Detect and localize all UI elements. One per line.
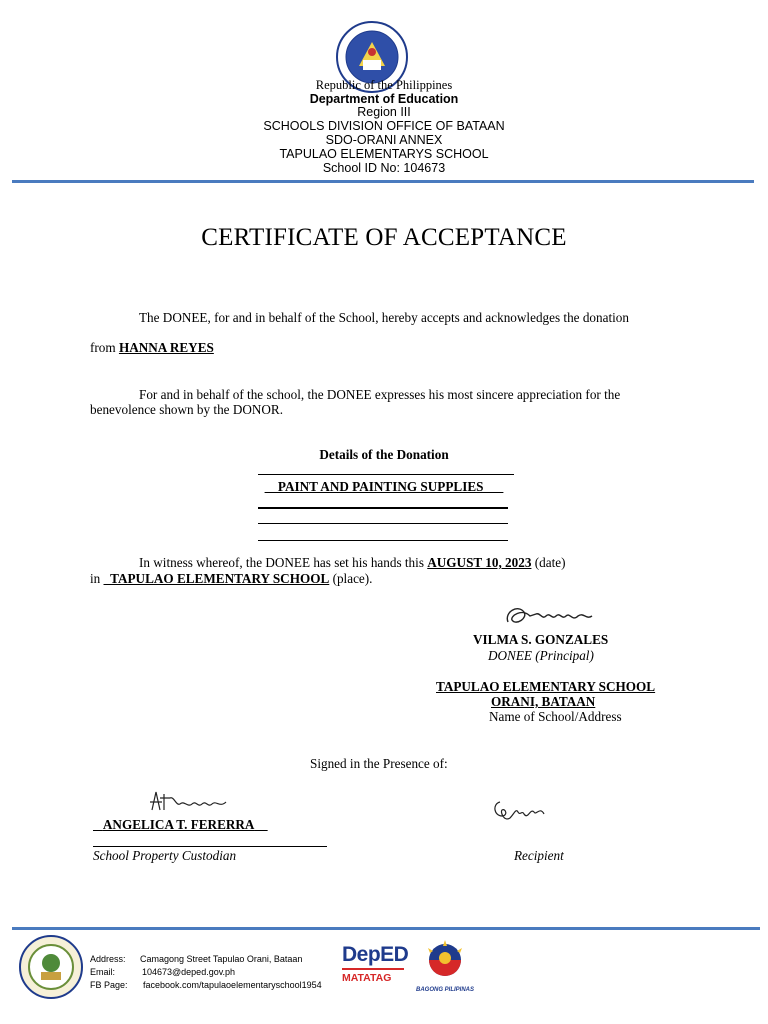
date-suffix: (date) (534, 555, 566, 570)
donee-school-label: Name of School/Address (489, 709, 622, 724)
division-line: SCHOOLS DIVISION OFFICE OF BATAAN (263, 119, 505, 133)
republic-line: Republic of the Philippines (315, 78, 453, 92)
custodian-line (93, 846, 327, 847)
donee-name: VILMA S. GONZALES (473, 632, 609, 647)
email-value[interactable]: 104673@deped.gov.ph (142, 967, 236, 977)
header-divider (12, 180, 754, 183)
donor-name: HANNA REYES (118, 340, 214, 355)
certificate-title: CERTIFICATE OF ACCEPTANCE (201, 224, 567, 251)
school-line: TAPULAO ELEMENTARYS SCHOOL (279, 147, 489, 161)
witness-prefix: In witness whereof, the DONEE has set his hands this (139, 555, 424, 570)
donee-role: DONEE (Principal) (488, 648, 594, 663)
donee-school-line2: ORANI, BATAAN (491, 694, 596, 709)
custodian-signature (146, 786, 236, 816)
bagong-wordmark: BAGONG PILIPINAS (415, 987, 474, 993)
donation-item: __PAINT AND PAINTING SUPPLIES___ (264, 479, 504, 494)
fb-label: FB Page: (90, 980, 128, 990)
in-label: in (90, 571, 101, 586)
email-label: Email: (90, 967, 116, 977)
donee-signature (500, 598, 600, 634)
details-line-2 (258, 507, 508, 509)
department-line: Department of Education (309, 92, 459, 106)
annex-line: SDO-ORANI ANNEX (325, 133, 443, 147)
paragraph-acceptance: The DONEE, for and in behalf of the School, hereby accepts and acknowledges the donation (139, 310, 629, 325)
paragraph-appreciation-1: For and in behalf of the school, the DONEE expresses his most sincere appreciation for the (139, 387, 621, 402)
bagong-pilipinas-logo (414, 936, 476, 996)
recipient-signature (488, 792, 554, 828)
address-value: Camagong Street Tapulao Orani, Bataan (140, 954, 303, 964)
deped-wordmark: DepED (342, 943, 409, 966)
from-label: from (90, 340, 116, 355)
place-suffix: (place). (332, 571, 373, 586)
presence-label: Signed in the Presence of: (310, 756, 448, 771)
donee-school-line1: TAPULAO ELEMENTARY SCHOOL (436, 679, 656, 694)
footer-fb-row (90, 979, 322, 992)
school-seal-logo (18, 934, 84, 1000)
place-line (90, 571, 372, 587)
footer-divider (12, 927, 760, 930)
witness-date: AUGUST 10, 2023 (427, 555, 532, 570)
address-label: Address: (90, 954, 126, 964)
matatag-wordmark: MATATAG (342, 972, 392, 984)
witness-line (139, 555, 565, 571)
custodian-name: ANGELICA T. FERERRA (102, 817, 255, 832)
deped-matatag-logo (342, 938, 409, 998)
details-line-1 (258, 474, 514, 475)
from-line (90, 340, 214, 356)
region-line: Region III (357, 105, 411, 119)
details-line-4 (258, 540, 508, 541)
school-id-line: School ID No: 104673 (322, 161, 446, 175)
footer-email-row (90, 966, 235, 979)
footer-address-row (90, 953, 302, 966)
recipient-role: Recipient (514, 848, 564, 863)
details-line-3 (258, 523, 508, 524)
witness-place: _TAPULAO ELEMENTARY SCHOOL (103, 571, 330, 586)
custodian-role: School Property Custodian (93, 848, 237, 863)
paragraph-appreciation-2: benevolence shown by the DONOR. (90, 402, 284, 417)
details-heading: Details of the Donation (319, 447, 449, 462)
fb-value[interactable]: facebook.com/tapulaoelementaryschool1954 (143, 980, 322, 990)
